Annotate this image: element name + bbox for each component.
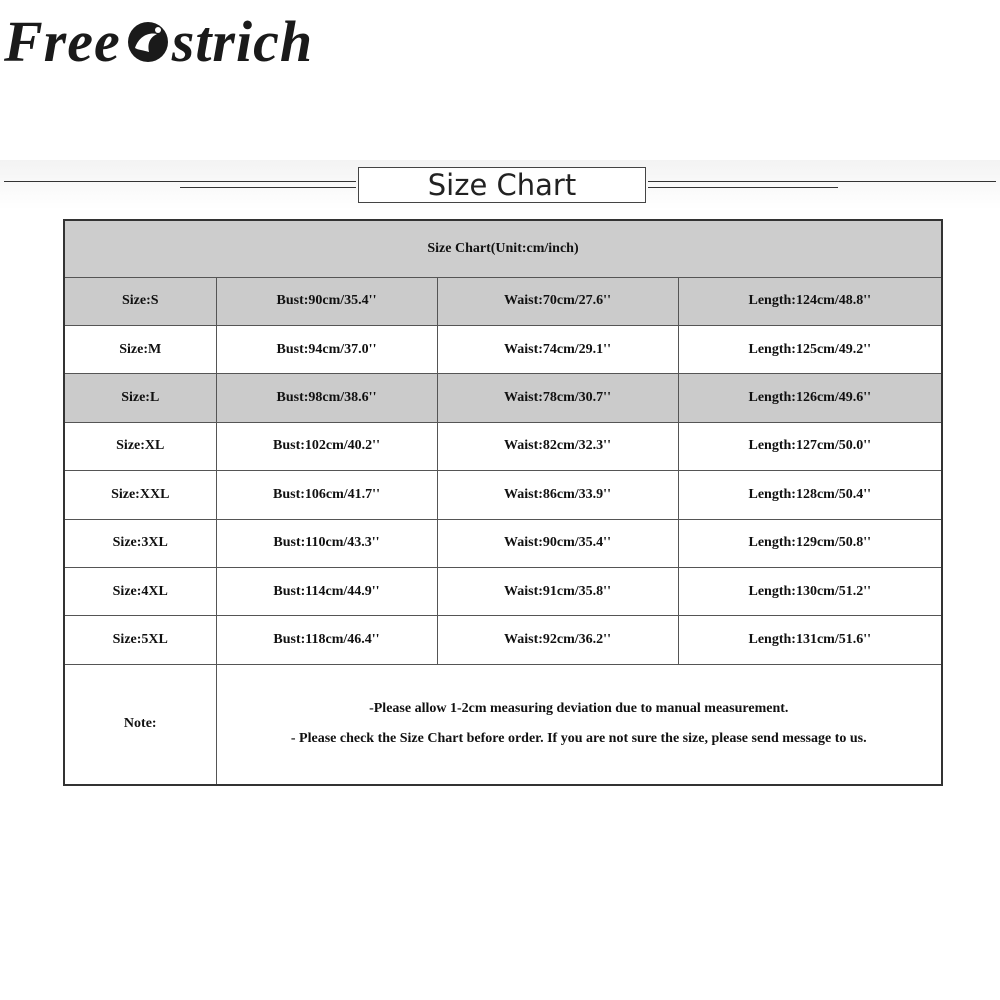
banner-rule-right-top (648, 181, 996, 182)
cell-bust: Bust:106cm/41.7'' (216, 471, 437, 519)
cell-length: Length:124cm/48.8'' (678, 277, 942, 325)
cell-waist: Waist:92cm/36.2'' (437, 616, 678, 664)
table-row (64, 422, 942, 470)
cell-length: Length:129cm/50.8'' (678, 519, 942, 567)
cell-size: Size:3XL (64, 519, 216, 567)
note-line: - Please check the Size Chart before order. If you are not sure the size, please send message to us. (290, 731, 867, 747)
banner-rule-left-top (4, 181, 356, 182)
brand-name-left: Free (4, 8, 121, 74)
cell-waist: Waist:74cm/29.1'' (437, 325, 678, 373)
brand-logo (4, 6, 313, 76)
note-line: -Please allow 1-2cm measuring deviation due to manual measurement. (369, 701, 789, 717)
size-chart-table (63, 219, 943, 786)
cell-waist: Waist:82cm/32.3'' (437, 422, 678, 470)
cell-bust: Bust:94cm/37.0'' (216, 325, 437, 373)
table-row (64, 471, 942, 519)
banner-rule-right-bottom (648, 187, 838, 188)
cell-waist: Waist:78cm/30.7'' (437, 374, 678, 422)
cell-waist: Waist:91cm/35.8'' (437, 568, 678, 616)
cell-size: Size:5XL (64, 616, 216, 664)
cell-length: Length:127cm/50.0'' (678, 422, 942, 470)
cell-size: Size:XXL (64, 471, 216, 519)
cell-bust: Bust:114cm/44.9'' (216, 568, 437, 616)
cell-bust: Bust:98cm/38.6'' (216, 374, 437, 422)
cell-waist: Waist:70cm/27.6'' (437, 277, 678, 325)
cell-length: Length:130cm/51.2'' (678, 568, 942, 616)
ostrich-logo-icon (125, 18, 171, 64)
cell-bust: Bust:110cm/43.3'' (216, 519, 437, 567)
cell-size: Size:L (64, 374, 216, 422)
table-row (64, 325, 942, 373)
table-title: Size Chart(Unit:cm/inch) (64, 220, 942, 277)
cell-size: Size:4XL (64, 568, 216, 616)
cell-bust: Bust:118cm/46.4'' (216, 616, 437, 664)
note-label: Note: (64, 664, 216, 785)
cell-waist: Waist:86cm/33.9'' (437, 471, 678, 519)
table-row (64, 519, 942, 567)
note-row (64, 664, 942, 785)
table-row (64, 374, 942, 422)
cell-length: Length:131cm/51.6'' (678, 616, 942, 664)
table-row (64, 616, 942, 664)
banner-title-box (358, 167, 646, 203)
cell-size: Size:XL (64, 422, 216, 470)
cell-bust: Bust:102cm/40.2'' (216, 422, 437, 470)
cell-length: Length:126cm/49.6'' (678, 374, 942, 422)
table-row (64, 277, 942, 325)
table-row (64, 568, 942, 616)
size-chart-banner (0, 160, 1000, 210)
note-text-cell (216, 664, 942, 785)
cell-bust: Bust:90cm/35.4'' (216, 277, 437, 325)
banner-title: Size Chart (427, 168, 577, 202)
banner-rule-left-bottom (180, 187, 356, 188)
cell-size: Size:S (64, 277, 216, 325)
table-title-row (64, 220, 942, 277)
cell-length: Length:128cm/50.4'' (678, 471, 942, 519)
brand-name-right: strich (171, 8, 314, 74)
cell-waist: Waist:90cm/35.4'' (437, 519, 678, 567)
cell-size: Size:M (64, 325, 216, 373)
cell-length: Length:125cm/49.2'' (678, 325, 942, 373)
